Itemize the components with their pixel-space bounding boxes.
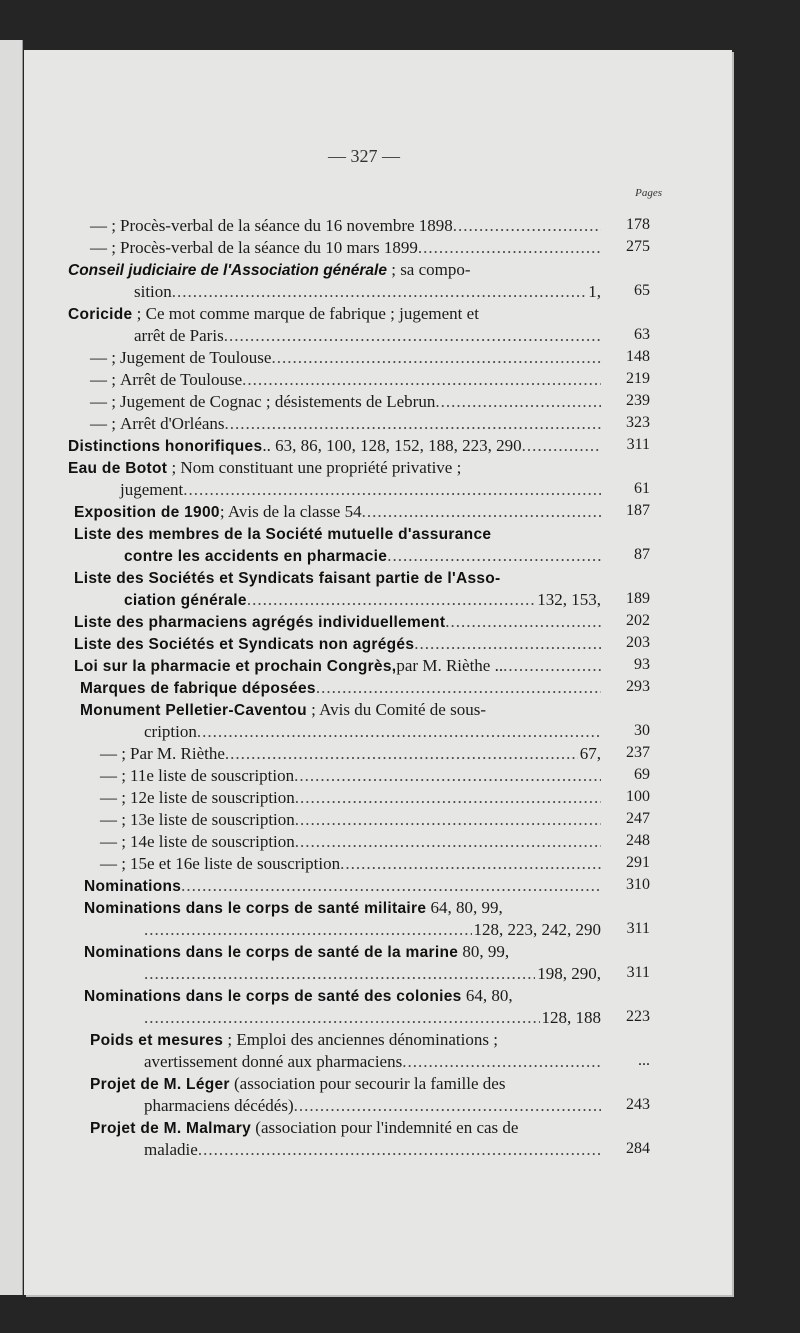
document-page [24, 50, 732, 1295]
entry-page-number: ... [638, 1052, 650, 1069]
dot-leader [402, 1051, 601, 1073]
entry-dash: — ; [100, 810, 126, 829]
index-entry [74, 523, 491, 546]
entry-page-number: 275 [626, 238, 650, 255]
dot-leader [362, 501, 601, 523]
dot-leader [181, 875, 601, 897]
dot-leader [503, 655, 601, 677]
entry-text: Procès-verbal de la séance du 16 novembre 1898 [119, 216, 453, 235]
index-entry [100, 787, 601, 809]
dot-leader [294, 1095, 601, 1117]
entry-page-number: 243 [626, 1096, 650, 1113]
entry-text: ; Avis de la classe 54 [219, 502, 362, 521]
index-entry [74, 655, 601, 678]
dot-leader [387, 545, 601, 567]
entry-text: cription [144, 722, 197, 741]
index-entry [90, 369, 601, 391]
entry-heading: Nominations [84, 878, 182, 895]
entry-text: ; Ce mot comme marque de fabrique ; jugement et [132, 304, 479, 323]
entry-heading: Marques de fabrique déposées [80, 680, 316, 697]
entry-dash: — ; [90, 370, 116, 389]
dot-leader [242, 369, 601, 391]
dot-leader [414, 633, 601, 655]
entry-page-refs: 128, 223, 242, 290 [473, 920, 601, 939]
entry-text: sition [134, 282, 172, 301]
index-entry [100, 743, 601, 765]
entry-page-number: 311 [626, 964, 650, 981]
entry-page-number: 310 [626, 876, 650, 893]
dot-leader [316, 677, 601, 699]
entry-page-number: 311 [626, 920, 650, 937]
index-entry [74, 501, 601, 524]
dot-leader [225, 743, 578, 765]
entry-heading: Eau de Botot [68, 460, 168, 477]
entry-page-number: 219 [626, 370, 650, 387]
entry-heading: Conseil judiciaire de l'Association générale [68, 262, 387, 279]
entry-page-number: 293 [626, 678, 650, 695]
index-entry [144, 963, 601, 985]
index-entry [90, 1073, 505, 1096]
entry-text: 13e liste de souscription [129, 810, 295, 829]
entry-dash: — ; [90, 238, 116, 257]
entry-dash: — ; [90, 392, 116, 411]
entry-text: 64, 80, 99, [426, 898, 503, 917]
index-entry [68, 259, 471, 282]
index-entry [80, 677, 601, 700]
entry-page-number: 291 [626, 854, 650, 871]
index-entry [84, 941, 509, 964]
entry-dash: — ; [100, 854, 126, 873]
entry-text: 12e liste de souscription [129, 788, 295, 807]
index-entry [100, 765, 601, 787]
index-entry [74, 611, 601, 634]
index-entry [144, 721, 601, 743]
dot-leader [197, 721, 601, 743]
dot-leader [144, 963, 535, 985]
entry-text: 14e liste de souscription [129, 832, 295, 851]
dot-leader [225, 413, 601, 435]
index-entry [124, 589, 601, 612]
dot-leader [144, 919, 472, 941]
index-entry [90, 413, 601, 435]
index-entry [144, 1007, 601, 1029]
entry-heading: Liste des membres de la Société mutuelle d'assurance [74, 526, 492, 543]
entry-page-refs: 128, 188 [541, 1008, 601, 1027]
entry-text: Jugement de Toulouse [119, 348, 272, 367]
index-entry [120, 479, 601, 501]
entry-text: Arrêt d'Orléans [119, 414, 225, 433]
index-entry [74, 633, 601, 656]
entry-text: jugement [120, 480, 184, 499]
index-entry [90, 1117, 518, 1140]
index-entry [68, 435, 601, 458]
index-entry [68, 303, 479, 326]
entry-text: avertissement donné aux pharmaciens [144, 1052, 403, 1071]
entry-text: 11e liste de souscription [129, 766, 295, 785]
entry-page-refs: 198, 290, [537, 964, 601, 983]
entry-heading: Loi sur la pharmacie et prochain Congrès, [74, 658, 397, 675]
dot-leader [198, 1139, 601, 1161]
entry-page-number: 100 [626, 788, 650, 805]
entry-heading: Poids et mesures [90, 1032, 224, 1049]
dot-leader [295, 831, 601, 853]
entry-page-number: 237 [626, 744, 650, 761]
entry-text: maladie [144, 1140, 198, 1159]
entry-page-number: 203 [626, 634, 650, 651]
entry-text: arrêt de Paris [134, 326, 224, 345]
entry-heading: Monument Pelletier-Caventou [80, 702, 307, 719]
index-entry [74, 567, 501, 590]
index-entry [134, 281, 601, 303]
index-entry [100, 809, 601, 831]
entry-text: 80, 99, [458, 942, 510, 961]
entry-page-number: 63 [634, 326, 650, 343]
dot-leader [295, 809, 601, 831]
index-entry [144, 1139, 601, 1161]
entry-text: ; Emploi des anciennes dénominations ; [223, 1030, 498, 1049]
entry-text: 15e et 16e liste de souscription [129, 854, 341, 873]
dot-leader [295, 787, 601, 809]
entry-heading: Coricide [68, 306, 133, 323]
entry-heading: Nominations dans le corps de santé de la marine [84, 944, 459, 961]
entry-page-number: 65 [634, 282, 650, 299]
index-entry [90, 391, 601, 413]
entry-text: Jugement de Cognac ; désistements de Lebrun [119, 392, 436, 411]
page-number: — 327 — [328, 146, 400, 166]
entry-dash: — ; [100, 766, 126, 785]
index-entry [90, 215, 601, 237]
entry-page-number: 189 [626, 590, 650, 607]
entry-page-number: 311 [626, 436, 650, 453]
entry-page-number: 323 [626, 414, 650, 431]
entry-page-number: 239 [626, 392, 650, 409]
entry-text: (association pour l'indemnité en cas de [251, 1118, 519, 1137]
index-entry [84, 897, 503, 920]
entry-page-number: 284 [626, 1140, 650, 1157]
dot-leader [247, 589, 535, 611]
entry-dash: — ; [90, 348, 116, 367]
entry-heading: Liste des Sociétés et Syndicats faisant partie de l'Asso- [74, 570, 501, 587]
entry-heading: Nominations dans le corps de santé militaire [84, 900, 427, 917]
entry-heading: ciation générale [124, 592, 247, 609]
pages-column-header: Pages [635, 187, 662, 199]
entry-text: ; sa compo- [386, 260, 471, 279]
entry-heading: Liste des Sociétés et Syndicats non agrégés [74, 636, 415, 653]
entry-text: (association pour secourir la famille des [229, 1074, 506, 1093]
entry-text: Par M. Rièthe [129, 744, 225, 763]
index-entry [100, 853, 601, 875]
adjacent-page-edge [0, 40, 23, 1295]
entry-page-number: 148 [626, 348, 650, 365]
entry-page-number: 223 [626, 1008, 650, 1025]
entry-dash: — ; [100, 744, 126, 763]
entry-text: ; Nom constituant une propriété privative ; [167, 458, 462, 477]
entry-heading: Exposition de 1900 [74, 504, 220, 521]
index-entry [124, 545, 601, 568]
entry-heading: Nominations dans le corps de santé des colonies [84, 988, 462, 1005]
entry-text: Procès-verbal de la séance du 10 mars 1899 [119, 238, 418, 257]
entry-dash: — ; [100, 832, 126, 851]
index-entry [144, 1095, 601, 1117]
index-entry [90, 237, 601, 259]
entry-dash: — ; [100, 788, 126, 807]
entry-page-number: 247 [626, 810, 650, 827]
dot-leader [294, 765, 601, 787]
entry-dash: — ; [90, 216, 116, 235]
index-entry [84, 985, 513, 1008]
entry-heading: Projet de M. Léger [90, 1076, 230, 1093]
entry-page-refs: 132, 153, [537, 590, 601, 609]
index-entry [84, 875, 601, 898]
dot-leader [183, 479, 601, 501]
index-entry [134, 325, 601, 347]
index-entry [100, 831, 601, 853]
dot-leader [224, 325, 601, 347]
entry-text: par M. Rièthe .. [396, 656, 504, 675]
dot-leader [271, 347, 601, 369]
entry-page-number: 187 [626, 502, 650, 519]
entry-heading: Distinctions honorifiques [68, 438, 263, 455]
entry-page-refs: 67, [579, 744, 601, 763]
index-entry [144, 919, 601, 941]
entry-text: Arrêt de Toulouse [119, 370, 243, 389]
dot-leader [144, 1007, 540, 1029]
entry-heading: contre les accidents en pharmacie [124, 548, 388, 565]
index-entry [90, 347, 601, 369]
entry-text: 64, 80, [461, 986, 513, 1005]
dot-leader [445, 611, 601, 633]
entry-page-number: 202 [626, 612, 650, 629]
entry-page-number: 69 [634, 766, 650, 783]
entry-text: ; Avis du Comité de sous- [306, 700, 486, 719]
index-entry [90, 1029, 498, 1052]
index-entry [68, 457, 461, 480]
entry-page-number: 248 [626, 832, 650, 849]
entry-text: pharmaciens décédés) [144, 1096, 294, 1115]
entry-page-number: 178 [626, 216, 650, 233]
dot-leader [172, 281, 586, 303]
dot-leader [340, 853, 601, 875]
dot-leader [435, 391, 601, 413]
entry-page-number: 30 [634, 722, 650, 739]
entry-page-number: 61 [634, 480, 650, 497]
entry-page-number: 87 [634, 546, 650, 563]
entry-text: .. 63, 86, 100, 128, 152, 188, 223, 290 [262, 436, 522, 455]
entry-page-refs: 1, [588, 282, 601, 301]
index-entry [80, 699, 486, 722]
index-entries [24, 50, 732, 1295]
dot-leader [418, 237, 601, 259]
entry-dash: — ; [90, 414, 116, 433]
entry-heading: Projet de M. Malmary [90, 1120, 252, 1137]
index-entry [144, 1051, 601, 1073]
entry-page-number: 93 [634, 656, 650, 673]
entry-heading: Liste des pharmaciens agrégés individuellement [74, 614, 446, 631]
dot-leader [453, 215, 601, 237]
